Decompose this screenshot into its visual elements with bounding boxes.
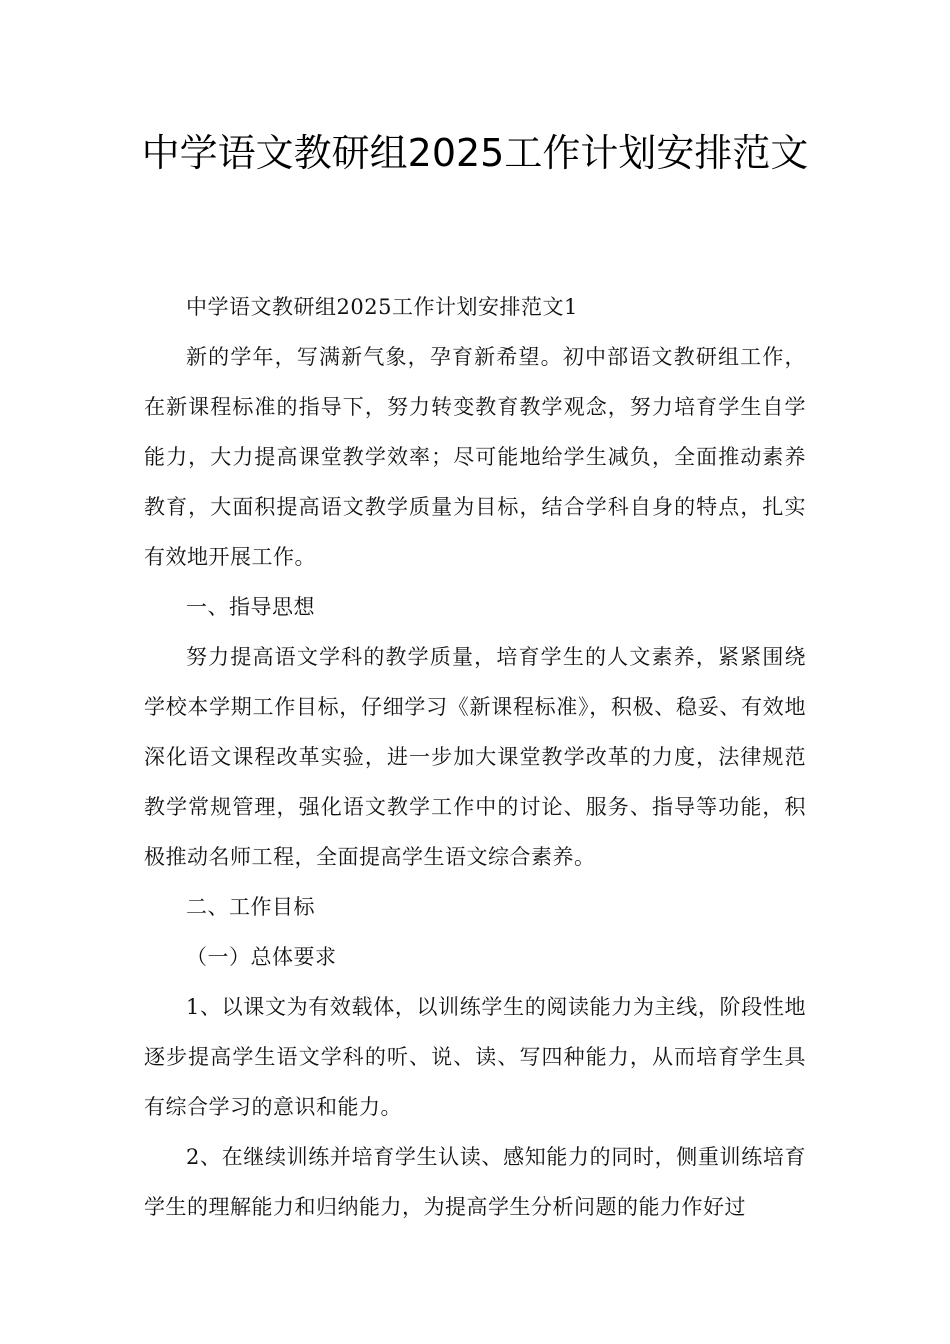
document-body xyxy=(144,282,806,1232)
section-heading-1: 中学语文教研组2025工作计划安排范文1 xyxy=(186,295,578,319)
intro-paragraph: 新的学年，写满新气象，孕育新希望。初中部语文教研组工作，在新课程标准的指导下，努力转变教育教学观念，努力培育学生自学能力，大力提高课堂教学效率；尽可能地给学生减负，全面推动素养教育，大面积提高语文教学质量为目标，结合学科自身的特点，扎实有效地开展工作。 xyxy=(144,345,806,569)
document-title: 中学语文教研组2025工作计划安排范文 xyxy=(141,131,809,175)
requirement-item-1: 1、以课文为有效载体，以训练学生的阅读能力为主线，阶段性地逐步提高学生语文学科的听、说、读、写四种能力，从而培育学生具有综合学习的意识和能力。 xyxy=(144,995,806,1119)
heading-work-goals: 二、工作目标 xyxy=(186,895,315,919)
guiding-thought-paragraph: 努力提高语文学科的教学质量，培育学生的人文素养，紧紧围绕学校本学期工作目标，仔细学习《新课程标准》，积极、稳妥、有效地深化语文课程改革实验，进一步加大课堂教学改革的力度，法律规范教学常规管理，强化语文教学工作中的讨论、服务、指导等功能，积极推动名师工程，全面提高学生语文综合素养。 xyxy=(144,645,806,869)
requirement-item-2: 2、在继续训练并培育学生认读、感知能力的同时，侧重训练培育学生的理解能力和归纳能力，为提高学生分析问题的能力作好过 xyxy=(144,1145,806,1219)
heading-guiding-thought: 一、指导思想 xyxy=(186,595,315,619)
subheading-overall-requirements: （一）总体要求 xyxy=(186,945,337,969)
